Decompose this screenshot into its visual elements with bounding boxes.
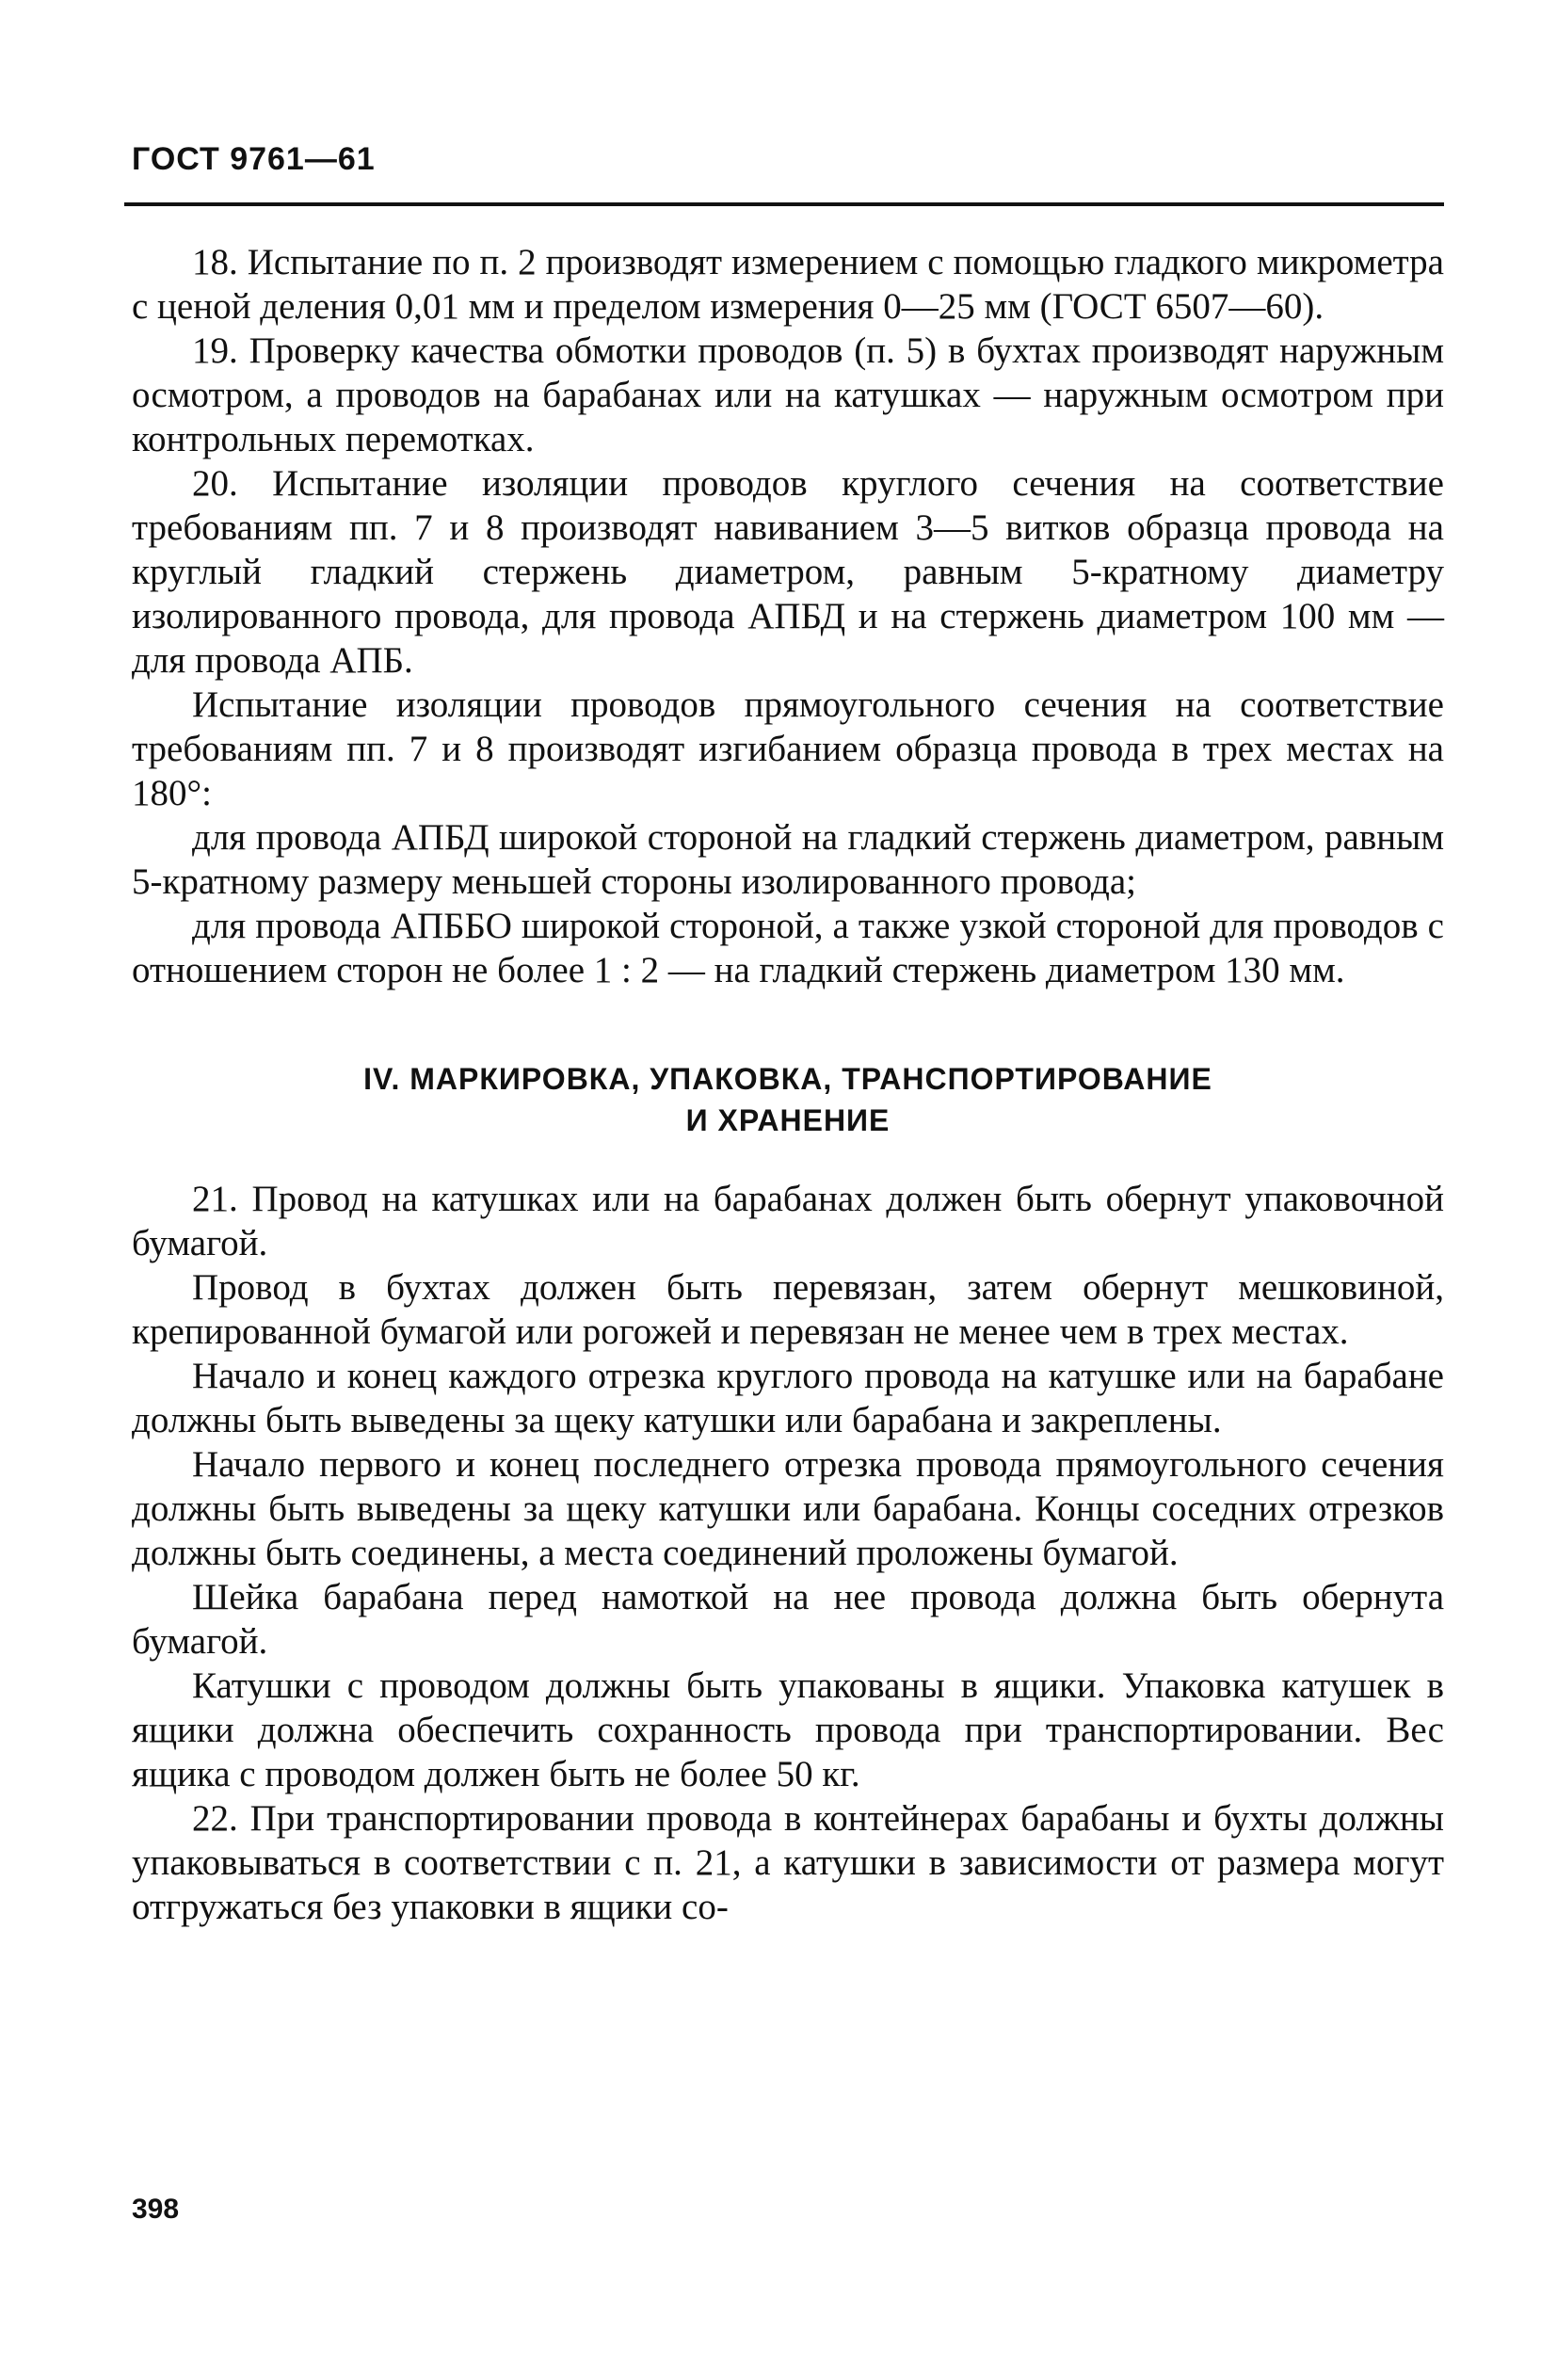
paragraph-21-round-wire: Начало и конец каждого отрезка круглого провода на катушке или на барабане должны быть выведены за щеку катушки или барабана и закреплены.	[132, 1356, 1444, 1440]
paragraph-21: 21. Провод на катушках или на барабанах должен быть обернут упаковочной бумагой.	[132, 1179, 1444, 1263]
paragraph-21-rectangular-wire: Начало первого и конец последнего отрезка провода прямоугольного сечения должны быть выведены за щеку катушки или барабана. Концы соседних отрезков должны быть соединены, а места соединений проложены бумагой.	[132, 1444, 1444, 1573]
page-body	[132, 240, 1444, 1929]
paragraph-18: 18. Испытание по п. 2 производят измерением с помощью гладкого микрометра с ценой деления 0,01 мм и пределом измерения 0—25 мм (ГОСТ 6507—60).	[132, 242, 1444, 327]
paragraph-21-drum-neck: Шейка барабана перед намоткой на нее провода должна быть обернута бумагой.	[132, 1577, 1444, 1662]
page-number: 398	[132, 2194, 180, 2225]
paragraph-21-boxes: Катушки с проводом должны быть упакованы в ящики. Упаковка катушек в ящики должна обеспечить сохранность провода при транспортировании. Вес ящика с проводом должен быть не более 50 кг.	[132, 1665, 1444, 1794]
paragraph-21-coils: Провод в бухтах должен быть перевязан, затем обернут мешковиной, крепированной бумагой или рогожей и перевязан не менее чем в трех местах.	[132, 1267, 1444, 1352]
paragraph-20-rectangular: Испытание изоляции проводов прямоугольного сечения на соответствие требованиям пп. 7 и 8 производят изгибанием образца провода в трех местах на 180°:	[132, 684, 1444, 813]
section-heading-line-2: И ХРАНЕНИЕ	[685, 1103, 891, 1137]
paragraph-20: 20. Испытание изоляции проводов круглого сечения на соответствие требованиям пп. 7 и 8 производят навиванием 3—5 витков образца провода на круглый гладкий стержень диаметром, равным 5-кратному диаметру изолированного провода, для провода АПБД и на стержень диаметром 100 мм — для провода АПБ.	[132, 463, 1444, 681]
section-heading	[132, 1058, 1444, 1141]
paragraph-20-apbd: для провода АПБД широкой стороной на гладкий стержень диаметром, равным 5-кратному размеру меньшей стороны изолированного провода;	[132, 817, 1444, 902]
header-rule	[124, 202, 1444, 206]
paragraph-19: 19. Проверку качества обмотки проводов (п. 5) в бухтах производят наружным осмотром, а проводов на барабанах или на катушках — наружным осмотром при контрольных перемотках.	[132, 330, 1444, 459]
section-heading-line-1: IV. МАРКИРОВКА, УПАКОВКА, ТРАНСПОРТИРОВАНИЕ	[363, 1062, 1212, 1096]
paragraph-20-apbbo: для провода АПББО широкой стороной, а также узкой стороной для проводов с отношением сторон не более 1 : 2 — на гладкий стержень диаметром 130 мм.	[132, 906, 1444, 990]
document-header: ГОСТ 9761—61	[132, 141, 376, 177]
paragraph-22: 22. При транспортировании провода в контейнерах барабаны и бухты должны упаковываться в соответствии с п. 21, а катушки в зависимости от размера могут отгружаться без упаковки в ящики со-	[132, 1798, 1444, 1927]
